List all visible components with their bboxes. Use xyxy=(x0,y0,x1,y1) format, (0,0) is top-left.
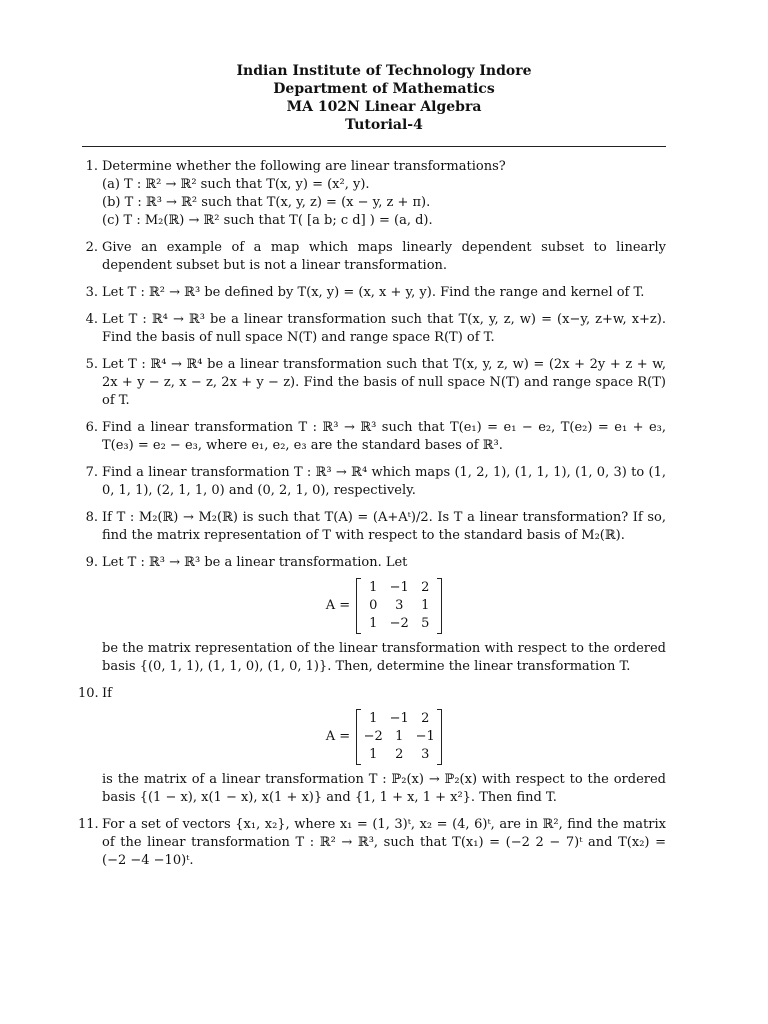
problem-2 xyxy=(82,239,666,275)
matrix-entry: 1 xyxy=(369,747,378,762)
problem-part-a: (a) T : ℝ² → ℝ² such that T(x, y) = (x², y). xyxy=(102,177,370,192)
matrix-entry: 1 xyxy=(395,729,404,744)
problem-text-continued: be the matrix representation of the linear transformation with respect to the ordered basis {(0, 1, 1), (1, 1, 0), (1, 0, 1)}. Then, determine the linear transformation T. xyxy=(102,641,666,674)
problem-4 xyxy=(82,311,666,347)
problem-9 xyxy=(82,554,666,676)
matrix-entry: 1 xyxy=(421,598,430,613)
problem-number: 6. xyxy=(85,420,98,435)
problem-number: 7. xyxy=(85,465,98,480)
course-title: MA 102N Linear Algebra xyxy=(286,99,482,115)
matrix-entry: −1 xyxy=(415,729,435,744)
problem-list xyxy=(78,158,666,879)
problem-10 xyxy=(78,685,666,807)
document-header xyxy=(0,62,768,134)
problem-text-continued: is the matrix of a linear transformation T : ℙ₂(x) → ℙ₂(x) with respect to the ordered basis {(1 − x), x(1 − x), x(1 + x)} and {1, 1 + x, 1 + x²}. Then find T. xyxy=(102,772,666,805)
matrix-entry: 1 xyxy=(369,616,378,631)
problem-6 xyxy=(82,419,666,455)
matrix-entry: 2 xyxy=(421,580,430,595)
matrix-label: A = xyxy=(325,729,351,744)
matrix-entry: 2 xyxy=(395,747,404,762)
problem-text: Let T : ℝ⁴ → ℝ⁴ be a linear transformation such that T(x, y, z, w) = (2x + 2y + z + w, 2x + y − z, x − z, 2x + y − z). Find the basis of null space N(T) and range space R(T) of T. xyxy=(102,357,666,408)
problem-8 xyxy=(82,509,666,545)
problem-number: 8. xyxy=(85,510,98,525)
matrix-entry: 3 xyxy=(421,747,430,762)
problem-text: Find a linear transformation T : ℝ³ → ℝ³ such that T(e₁) = e₁ − e₂, T(e₂) = e₁ + e₃, T(e₃) = e₂ − e₃, where e₁, e₂, e₃ are the standard bases of ℝ³. xyxy=(102,420,666,453)
problem-number: 11. xyxy=(78,817,99,832)
problem-number: 2. xyxy=(85,240,98,255)
problem-11 xyxy=(78,816,666,870)
problem-number: 5. xyxy=(85,357,98,372)
header-divider xyxy=(82,146,666,147)
matrix-entry: 2 xyxy=(421,711,430,726)
problem-text: Let T : ℝ⁴ → ℝ³ be a linear transformation such that T(x, y, z, w) = (x−y, z+w, x+z). Find the basis of null space N(T) and range space R(T) of T. xyxy=(102,312,666,345)
matrix-entry: 1 xyxy=(369,580,378,595)
problem-5 xyxy=(82,356,666,410)
institute-name: Indian Institute of Technology Indore xyxy=(236,63,532,79)
problem-text: Let T : ℝ² → ℝ³ be defined by T(x, y) = (x, x + y, y). Find the range and kernel of T. xyxy=(102,285,645,300)
problem-text: Let T : ℝ³ → ℝ³ be a linear transformation. Let xyxy=(102,555,408,570)
problem-part-c: (c) T : M₂(ℝ) → ℝ² such that T( [a b; c d] ) = (a, d). xyxy=(102,213,433,228)
problem-number: 10. xyxy=(78,686,99,701)
matrix-entry: −1 xyxy=(389,711,409,726)
matrix-entry: 1 xyxy=(369,711,378,726)
problem-number: 9. xyxy=(85,555,98,570)
problem-number: 3. xyxy=(85,285,98,300)
problem-text: For a set of vectors {x₁, x₂}, where x₁ = (1, 3)ᵗ, x₂ = (4, 6)ᵗ, are in ℝ², find the matrix of the linear transformation T : ℝ² → ℝ³, such that T(x₁) = (−2 2 − 7)ᵗ and T(x₂) = (−2 −4 −10)ᵗ. xyxy=(102,817,666,868)
matrix-entry: −1 xyxy=(389,580,409,595)
tutorial-title: Tutorial-4 xyxy=(345,117,423,133)
matrix-block xyxy=(102,709,666,765)
matrix-a xyxy=(356,709,442,765)
problem-3 xyxy=(82,284,666,302)
problem-1 xyxy=(82,158,666,230)
department-name: Department of Mathematics xyxy=(273,81,495,97)
problem-text: If xyxy=(102,686,112,701)
matrix-entry: −2 xyxy=(389,616,409,631)
problem-number: 1. xyxy=(85,159,98,174)
matrix-block xyxy=(102,578,666,634)
matrix-label: A = xyxy=(325,598,351,613)
problem-text: If T : M₂(ℝ) → M₂(ℝ) is such that T(A) = (A+Aᵗ)/2. Is T a linear transformation? If so, find the matrix representation of T with respect to the standard basis of M₂(ℝ). xyxy=(102,510,666,543)
matrix-a xyxy=(356,578,442,634)
problem-number: 4. xyxy=(85,312,98,327)
matrix-entry: 0 xyxy=(369,598,378,613)
problem-part-b: (b) T : ℝ³ → ℝ² such that T(x, y, z) = (x − y, z + π). xyxy=(102,195,431,210)
problem-text: Find a linear transformation T : ℝ³ → ℝ⁴ which maps (1, 2, 1), (1, 1, 1), (1, 0, 3) to (1, 0, 1, 1), (2, 1, 1, 0) and (0, 2, 1, 0), respectively. xyxy=(102,465,666,498)
matrix-entry: 5 xyxy=(421,616,430,631)
problem-text: Determine whether the following are linear transformations? xyxy=(102,159,506,174)
problem-text: Give an example of a map which maps linearly dependent subset to linearly dependent subset but is not a linear transformation. xyxy=(102,240,666,273)
matrix-entry: 3 xyxy=(395,598,404,613)
matrix-entry: −2 xyxy=(363,729,383,744)
problem-7 xyxy=(82,464,666,500)
